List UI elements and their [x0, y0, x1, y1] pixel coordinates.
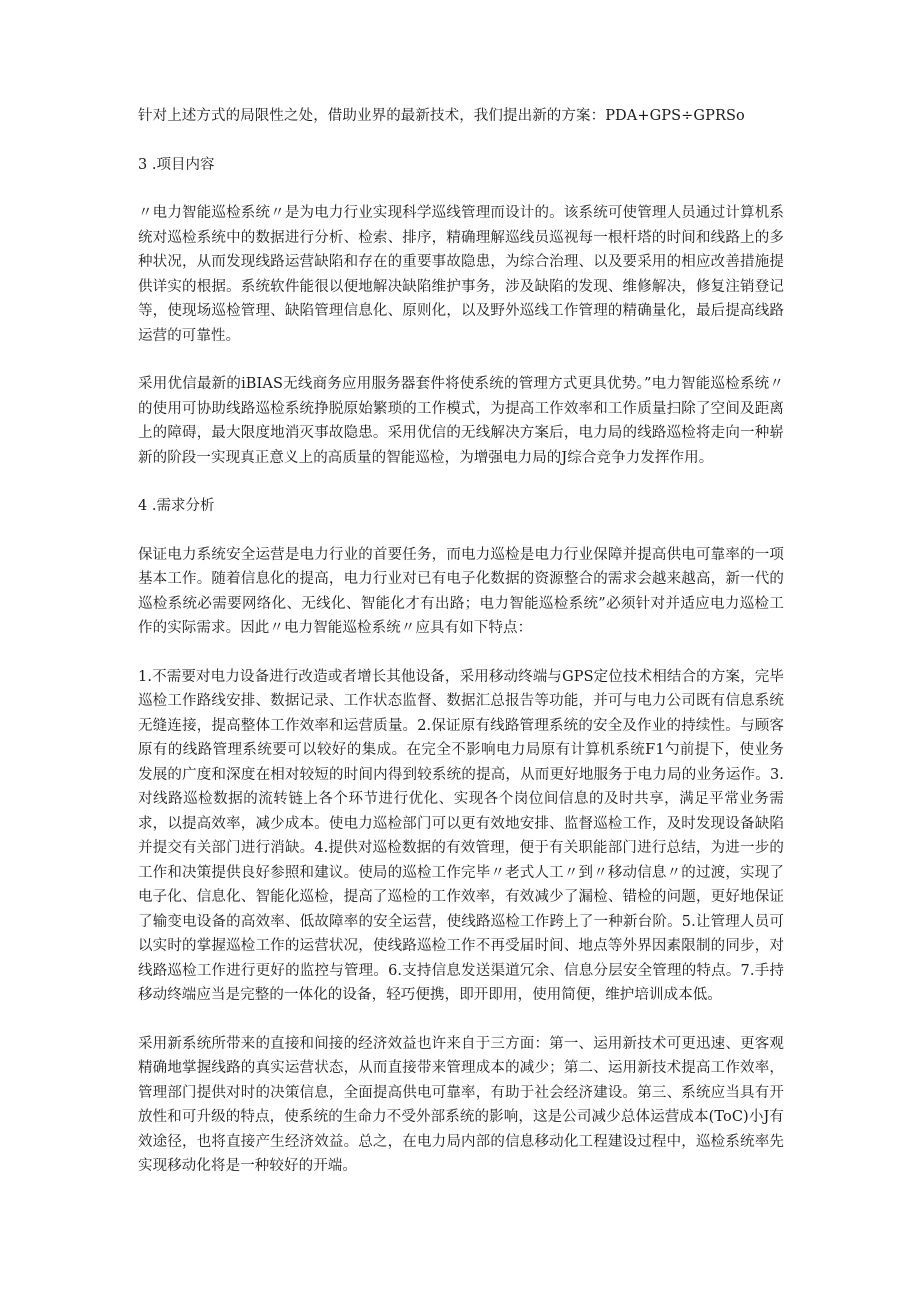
section-4-paragraph-3: 采用新系统所带来的直接和间接的经济效益也许来自于三方面：第一、运用新技术可更迅速、更客观精确地掌握线路的真实运营状态，从而直接带来管理成本的减少；第二、运用新技术提高工作效率，管理部门提供对时的决策信息，全面提高供电可靠率，有助于社会经济建设。第三、系统应当具有开放性和可升级的特点，使系统的生命力不受外部系统的影响，这是公司减少总体运营成本(ToC)小J有效途径，也将直接产生经济效益。总之，在电力局内部的信息移动化工程建设过程中，巡检系统率先实现移动化将是一种较好的开端。 — [138, 1035, 784, 1174]
section-3-paragraph-1: 〃电力智能巡检系统〃是为电力行业实现科学巡线管理而设计的。该系统可使管理人员通过计算机系统对巡检系统中的数据进行分析、检索、排序，精确理解巡线员巡视每一根杆塔的时间和线路上的多种状况，从而发现线路运营缺陷和存在的重要事故隐患，为综合治理、以及要采用的相应改善措施提供详实的根据。系统软件能很以便地解决缺陷维护事务，涉及缺陷的发现、维修解决，修复注销登记等，使现场巡检管理、缺陷管理信息化、原则化，以及野外巡线工作管理的精确量化，最后提高线路运营的可靠性。 — [138, 205, 784, 344]
section-4-paragraph-2: 1.不需要对电力设备进行改造或者增长其他设备，采用移动终端与GPS定位技术相结合的方案，完毕巡检工作路线安排、数据记录、工作状态监督、数据汇总报告等功能，并可与电力公司既有信息系统无缝连接，提高整体工作效率和运营质量。2.保证原有线路管理系统的安全及作业的持续性。与顾客原有的线路管理系统要可以较好的集成。在完全不影响电力局原有计算机系统F1勺前提下，使业务发展的广度和深度在相对较短的时间内得到较系统的提高，从而更好地服务于电力局的业务运作。3.对线路巡检数据的流转链上各个环节进行优化、实现各个岗位间信息的及时共享，满足平常业务需求，以提高效率，减少成本。使电力巡检部门可以更有效地安排、监督巡检工作，及时发现设备缺陷并提交有关部门进行消缺。4.提供对巡检数据的有效管理，便于有关职能部门进行总结，为进一步的工作和决策提供良好参照和建议。使局的巡检工作完毕〃老式人工〃到〃移动信息〃的过渡，实现了电子化、信息化、智能化巡检，提高了巡检的工作效率，有效减少了漏检、错检的问题，更好地保证了输变电设备的高效率、低故障率的安全运营，使线路巡检工作跨上了一种新台阶。5.让管理人员可以实时的掌握巡检工作的运营状况，使线路巡检工作不再受届时间、地点等外界因素限制的同步，对线路巡检工作进行更好的监控与管理。6.支持信息发送渠道冗余、信息分层安全管理的特点。7.手持移动终端应当是完整的一体化的设备，轻巧便携，即开即用，使用简便，维护培训成本低。 — [138, 668, 784, 1003]
document-page — [138, 104, 784, 1179]
section-3-heading: 3 .项目内容 — [138, 156, 215, 173]
section-4-heading: 4 .需求分析 — [138, 498, 215, 514]
intro-paragraph: 针对上述方式的局限性之处，借助业界的最新技术，我们提出新的方案：PDA+GPS÷GPRSo — [138, 108, 745, 124]
section-3-paragraph-2: 采用优信最新的iBIAS无线商务应用服务器套件将使系统的管理方式更具优势。”电力智能巡检系统〃的使用可协助线路巡检系统挣脱原始繁琐的工作模式，为提高工作效率和工作质量扫除了空间及距离上的障碍，最大限度地消灭事故隐患。采用优信的无线解决方案后，电力局的线路巡检将走向一种崭新的阶段一实现真正意义上的高质量的智能巡检，为增强电力局的J综合竞争力发挥作用。 — [138, 376, 784, 466]
section-4-paragraph-1: 保证电力系统安全运营是电力行业的首要任务，而电力巡检是电力行业保障并提高供电可靠率的一项基本工作。随着信息化的提高，电力行业对已有电子化数据的资源整合的需求会越来越高，新一代的巡检系统必需要网络化、无线化、智能化才有出路；电力智能巡检系统”必须针对并适应电力巡检工作的实际需求。因此〃电力智能巡检系统〃应具有如下特点： — [138, 546, 784, 636]
